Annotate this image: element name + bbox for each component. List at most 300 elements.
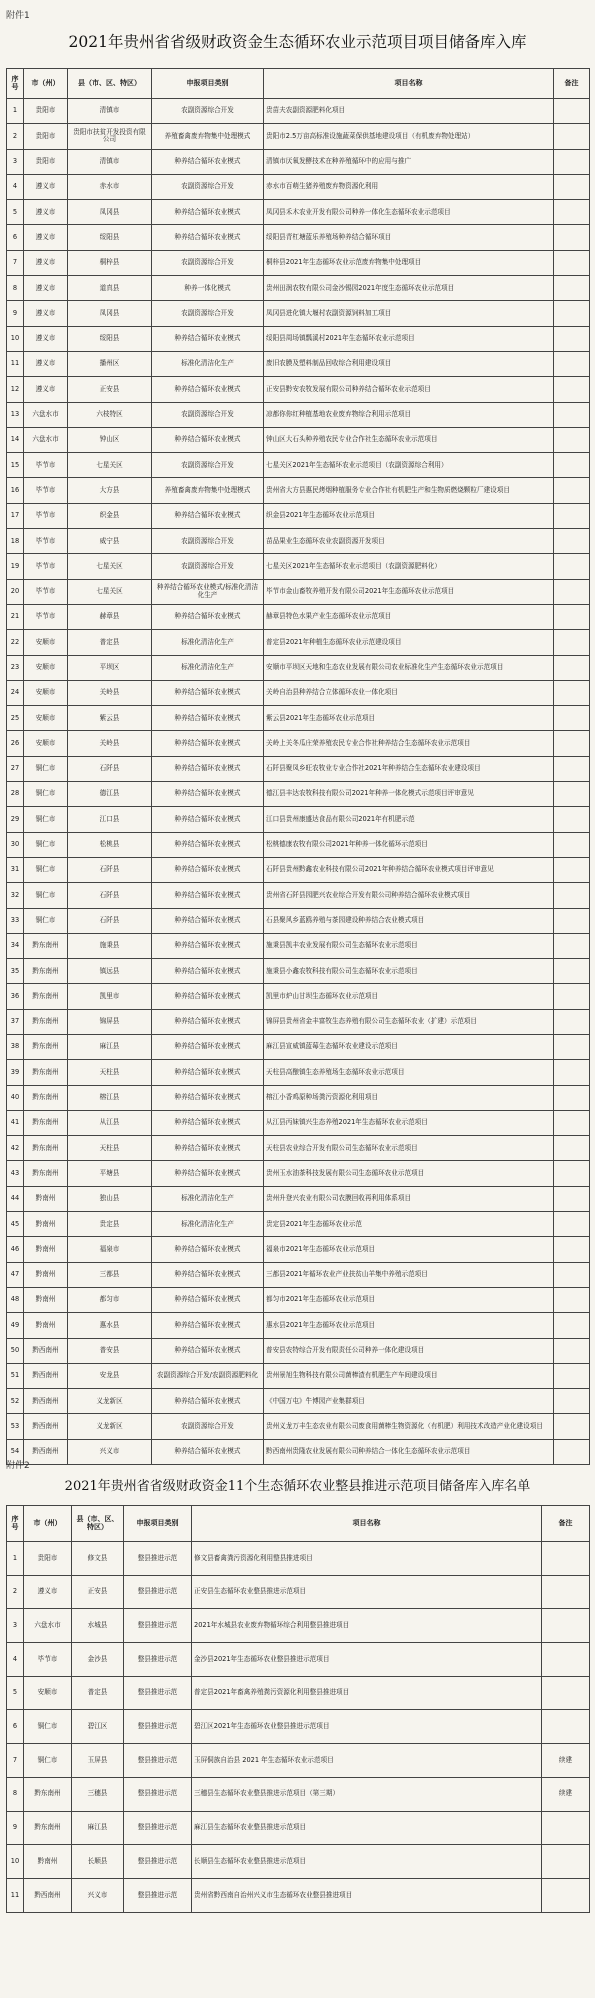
row-project-name: 贵州省黔西南自治州兴义市生态循环农业整县推进项目 <box>192 1878 542 1912</box>
header-city: 市（州） <box>24 69 68 99</box>
row-county: 桐梓县 <box>68 250 152 275</box>
row-county: 锦屏县 <box>68 1009 152 1034</box>
row-index: 10 <box>7 1845 24 1879</box>
row-county: 天柱县 <box>68 1060 152 1085</box>
row-county: 播州区 <box>68 351 152 376</box>
row-remark <box>542 1845 590 1879</box>
row-project-name: 绥阳县周场镇瓢溪村2021年生态循环农业示范项目 <box>264 326 554 351</box>
row-remark <box>554 1262 590 1287</box>
row-remark <box>554 1034 590 1059</box>
row-category: 种养结合循环农业模式/标准化清洁化生产 <box>152 579 264 604</box>
table-row <box>7 630 590 655</box>
row-project-name: 贵州田润农牧有限公司金沙锡园2021年度生态循环农业示范项目 <box>264 276 554 301</box>
row-city: 黔西南州 <box>24 1338 68 1363</box>
row-city: 铜仁市 <box>24 832 68 857</box>
row-city: 毕节市 <box>24 529 68 554</box>
row-city: 毕节市 <box>24 554 68 579</box>
row-county: 惠水县 <box>68 1313 152 1338</box>
table-row <box>7 1439 590 1464</box>
row-county: 石阡县 <box>68 883 152 908</box>
row-index: 51 <box>7 1363 24 1388</box>
row-project-name: 施秉县凯丰农业发展有限公司生态循环农业示范项目 <box>264 933 554 958</box>
table-row <box>7 1811 590 1845</box>
row-county: 贵定县 <box>68 1212 152 1237</box>
row-project-name: 惠水县2021年生态循环农业示范项目 <box>264 1313 554 1338</box>
row-category: 种养结合循环农业模式 <box>152 377 264 402</box>
row-county: 关岭县 <box>68 680 152 705</box>
row-category: 种养结合循环农业模式 <box>152 706 264 731</box>
row-category: 种养结合循环农业模式 <box>152 1136 264 1161</box>
row-project-name: 绥阳县青杠塘蓝乐养殖场种养结合循环项目 <box>264 225 554 250</box>
row-county: 七星关区 <box>68 554 152 579</box>
header-remark: 备注 <box>554 69 590 99</box>
row-index: 17 <box>7 503 24 528</box>
row-city: 黔东南州 <box>24 1110 68 1135</box>
row-remark <box>554 1186 590 1211</box>
row-category: 种养结合循环农业模式 <box>152 1338 264 1363</box>
table-row <box>7 959 590 984</box>
row-city: 黔东南州 <box>24 1060 68 1085</box>
row-county: 天柱县 <box>68 1136 152 1161</box>
row-category: 种养结合循环农业模式 <box>152 1262 264 1287</box>
header-category: 申报项目类别 <box>124 1506 192 1542</box>
row-index: 37 <box>7 1009 24 1034</box>
row-remark <box>554 1212 590 1237</box>
row-county: 大方县 <box>68 478 152 503</box>
row-city: 黔南州 <box>24 1845 72 1879</box>
row-city: 贵阳市 <box>24 99 68 124</box>
row-category: 种养结合循环农业模式 <box>152 832 264 857</box>
row-city: 黔西南州 <box>24 1363 68 1388</box>
row-remark <box>554 883 590 908</box>
row-remark <box>554 1287 590 1312</box>
row-city: 黔东南州 <box>24 1811 72 1845</box>
table-row <box>7 1575 590 1609</box>
header-category: 申报项目类别 <box>152 69 264 99</box>
row-remark <box>542 1542 590 1576</box>
row-category: 种养结合循环农业模式 <box>152 149 264 174</box>
row-category: 种养结合循环农业模式 <box>152 1389 264 1414</box>
table-row <box>7 1363 590 1388</box>
row-index: 41 <box>7 1110 24 1135</box>
row-category: 农副资源综合开发 <box>152 99 264 124</box>
table-row <box>7 453 590 478</box>
row-county: 修文县 <box>72 1542 124 1576</box>
row-remark <box>554 1136 590 1161</box>
row-category: 农副资源综合开发 <box>152 174 264 199</box>
row-remark <box>554 149 590 174</box>
table-row <box>7 326 590 351</box>
header-county: 县（市、区、特区） <box>68 69 152 99</box>
table-row <box>7 731 590 756</box>
row-remark <box>554 959 590 984</box>
row-category: 种养结合循环农业模式 <box>152 1034 264 1059</box>
row-county: 石阡县 <box>68 857 152 882</box>
row-county: 普安县 <box>68 1338 152 1363</box>
row-project-name: 贵州升登兴农业有限公司农膜回收再利用体系项目 <box>264 1186 554 1211</box>
row-project-name: 《中国万屯》牛博园产业集群项目 <box>264 1389 554 1414</box>
table-row <box>7 1287 590 1312</box>
row-city: 黔西南州 <box>24 1439 68 1464</box>
row-city: 黔西南州 <box>24 1414 68 1439</box>
row-remark <box>554 706 590 731</box>
row-city: 遵义市 <box>24 351 68 376</box>
row-category: 种养结合循环农业模式 <box>152 756 264 781</box>
table-row <box>7 1389 590 1414</box>
row-project-name: 钟山区大石头种养殖农民专业合作社生态循环农业示范项目 <box>264 427 554 452</box>
row-category: 整县推进示范 <box>124 1542 192 1576</box>
row-remark <box>554 1009 590 1034</box>
row-county: 赤水市 <box>68 174 152 199</box>
row-remark <box>554 124 590 149</box>
row-index: 44 <box>7 1186 24 1211</box>
row-index: 42 <box>7 1136 24 1161</box>
row-city: 黔南州 <box>24 1212 68 1237</box>
row-city: 贵阳市 <box>24 1542 72 1576</box>
header-project-name: 项目名称 <box>192 1506 542 1542</box>
row-index: 35 <box>7 959 24 984</box>
table-row <box>7 149 590 174</box>
row-index: 25 <box>7 706 24 731</box>
row-city: 毕节市 <box>24 478 68 503</box>
table-row <box>7 377 590 402</box>
row-project-name: 七星关区2021年生态循环农业示范项目（农副资源综合利用） <box>264 453 554 478</box>
row-category: 种养结合循环农业模式 <box>152 933 264 958</box>
row-index: 53 <box>7 1414 24 1439</box>
row-county: 关岭县 <box>68 731 152 756</box>
row-city: 黔东南州 <box>24 1034 68 1059</box>
table-row <box>7 579 590 604</box>
row-city: 黔东南州 <box>24 1136 68 1161</box>
row-project-name: 贵苗夫农副资源肥料化项目 <box>264 99 554 124</box>
row-category: 种养结合循环农业模式 <box>152 1085 264 1110</box>
row-county: 施秉县 <box>68 933 152 958</box>
row-index: 48 <box>7 1287 24 1312</box>
table-row <box>7 478 590 503</box>
header-city: 市（州） <box>24 1506 72 1542</box>
row-county: 镇远县 <box>68 959 152 984</box>
row-remark <box>554 427 590 452</box>
row-index: 2 <box>7 1575 24 1609</box>
row-category: 种养结合循环农业模式 <box>152 807 264 832</box>
row-category: 标准化清洁化生产 <box>152 630 264 655</box>
table-row <box>7 1744 590 1778</box>
row-county: 松桃县 <box>68 832 152 857</box>
row-project-name: 2021年水城县农业废弃物循环综合利用整县推进项目 <box>192 1609 542 1643</box>
row-remark <box>554 225 590 250</box>
row-remark <box>554 1363 590 1388</box>
row-project-name: 碧江区2021年生态循环农业整县推进示范项目 <box>192 1710 542 1744</box>
row-category: 标准化清洁化生产 <box>152 351 264 376</box>
row-project-name: 修文县畜禽粪污资源化利用整县推进项目 <box>192 1542 542 1576</box>
row-remark: 续建 <box>542 1744 590 1778</box>
row-category: 种养一体化模式 <box>152 276 264 301</box>
row-category: 整县推进示范 <box>124 1878 192 1912</box>
row-project-name: 天柱县农业综合开发有限公司生态循环农业示范项目 <box>264 1136 554 1161</box>
row-project-name: 麻江县生态循环农业整县推进示范项目 <box>192 1811 542 1845</box>
table-row <box>7 1262 590 1287</box>
row-project-name: 普定县2021年种植生态循环农业示范建设项目 <box>264 630 554 655</box>
header-county: 县（市、区、特区） <box>72 1506 124 1542</box>
row-index: 4 <box>7 174 24 199</box>
row-index: 9 <box>7 301 24 326</box>
table-row <box>7 1186 590 1211</box>
row-county: 清镇市 <box>68 99 152 124</box>
row-category: 整县推进示范 <box>124 1676 192 1710</box>
row-city: 遵义市 <box>24 326 68 351</box>
row-category: 种养结合循环农业模式 <box>152 326 264 351</box>
row-category: 种养结合循环农业模式 <box>152 1009 264 1034</box>
row-city: 毕节市 <box>24 579 68 604</box>
row-project-name: 清镇市厌氧发酵技术在种养殖循环中的应用与推广 <box>264 149 554 174</box>
row-project-name: 废旧农膜及塑料制品回收综合利用建设项目 <box>264 351 554 376</box>
table-row <box>7 529 590 554</box>
row-county: 金沙县 <box>72 1643 124 1677</box>
row-city: 遵义市 <box>24 276 68 301</box>
row-category: 种养结合循环农业模式 <box>152 1237 264 1262</box>
row-remark <box>554 1313 590 1338</box>
row-project-name: 凉都你你红种植基地农业废弃物综合利用示范项目 <box>264 402 554 427</box>
row-county: 水城县 <box>72 1609 124 1643</box>
row-remark <box>554 604 590 629</box>
row-index: 14 <box>7 427 24 452</box>
row-remark <box>554 630 590 655</box>
row-remark <box>542 1676 590 1710</box>
row-index: 45 <box>7 1212 24 1237</box>
row-city: 铜仁市 <box>24 756 68 781</box>
table-row <box>7 1609 590 1643</box>
table-row <box>7 933 590 958</box>
table-row <box>7 1161 590 1186</box>
row-city: 铜仁市 <box>24 908 68 933</box>
row-project-name: 从江县丙妹镇兴生态养殖2021年生态循环农业示范项目 <box>264 1110 554 1135</box>
attachment-label-1: 附件1 <box>6 11 30 21</box>
row-city: 黔东南州 <box>24 959 68 984</box>
row-city: 安顺市 <box>24 630 68 655</box>
row-city: 六盘水市 <box>24 427 68 452</box>
table-row <box>7 1085 590 1110</box>
row-county: 兴义市 <box>68 1439 152 1464</box>
row-category: 种养结合循环农业模式 <box>152 604 264 629</box>
row-index: 18 <box>7 529 24 554</box>
row-county: 正安县 <box>68 377 152 402</box>
row-category: 种养结合循环农业模式 <box>152 731 264 756</box>
row-project-name: 长顺县生态循环农业整县推进示范项目 <box>192 1845 542 1879</box>
row-county: 七星关区 <box>68 453 152 478</box>
row-category: 整县推进示范 <box>124 1710 192 1744</box>
table-header-row <box>7 1506 590 1542</box>
row-county: 独山县 <box>68 1186 152 1211</box>
row-remark <box>554 554 590 579</box>
row-category: 农副资源综合开发 <box>152 453 264 478</box>
row-index: 29 <box>7 807 24 832</box>
row-city: 黔东南州 <box>24 933 68 958</box>
table-row <box>7 1034 590 1059</box>
table-row <box>7 832 590 857</box>
table-row <box>7 1338 590 1363</box>
row-index: 49 <box>7 1313 24 1338</box>
row-remark <box>554 326 590 351</box>
row-remark <box>554 276 590 301</box>
row-city: 安顺市 <box>24 731 68 756</box>
row-index: 1 <box>7 99 24 124</box>
row-remark <box>554 908 590 933</box>
row-city: 贵阳市 <box>24 149 68 174</box>
row-index: 5 <box>7 200 24 225</box>
page-title-2: 2021年贵州省省级财政资金11个生态循环农业整县推进示范项目储备库入库名单 <box>64 1479 531 1494</box>
row-city: 铜仁市 <box>24 1710 72 1744</box>
row-remark <box>554 453 590 478</box>
row-city: 遵义市 <box>24 200 68 225</box>
row-category: 种养结合循环农业模式 <box>152 1161 264 1186</box>
row-project-name: 石阡县贵州黔鑫农业科技有限公司2021年种养结合循环农业模式项目评审意见 <box>264 857 554 882</box>
row-index: 6 <box>7 1710 24 1744</box>
row-remark <box>554 1389 590 1414</box>
row-county: 三都县 <box>68 1262 152 1287</box>
row-index: 9 <box>7 1811 24 1845</box>
row-category: 养殖畜禽废弃物集中处理模式 <box>152 124 264 149</box>
table-row <box>7 1212 590 1237</box>
row-category: 种养结合循环农业模式 <box>152 200 264 225</box>
table-row <box>7 276 590 301</box>
row-remark <box>554 782 590 807</box>
row-city: 毕节市 <box>24 604 68 629</box>
row-project-name: 凤冈县进化镇大堰村农副资源饲料加工项目 <box>264 301 554 326</box>
row-remark <box>554 503 590 528</box>
row-index: 50 <box>7 1338 24 1363</box>
row-county: 绥阳县 <box>68 326 152 351</box>
row-category: 整县推进示范 <box>124 1811 192 1845</box>
row-index: 10 <box>7 326 24 351</box>
row-index: 19 <box>7 554 24 579</box>
row-index: 31 <box>7 857 24 882</box>
row-index: 5 <box>7 1676 24 1710</box>
row-remark <box>554 1338 590 1363</box>
row-project-name: 黔西南州贵隆农业发展有限公司种养结合一体化生态循环农业示范项目 <box>264 1439 554 1464</box>
row-remark <box>554 731 590 756</box>
row-category: 种养结合循环农业模式 <box>152 1313 264 1338</box>
row-category: 农副资源综合开发/农副资源肥料化 <box>152 1363 264 1388</box>
row-remark <box>542 1643 590 1677</box>
row-remark <box>542 1811 590 1845</box>
row-remark <box>542 1575 590 1609</box>
row-remark <box>542 1878 590 1912</box>
row-index: 27 <box>7 756 24 781</box>
row-city: 遵义市 <box>24 250 68 275</box>
row-county: 玉屏县 <box>72 1744 124 1778</box>
table-row <box>7 1110 590 1135</box>
row-county: 石阡县 <box>68 756 152 781</box>
row-city: 遵义市 <box>24 174 68 199</box>
table-row <box>7 782 590 807</box>
row-city: 铜仁市 <box>24 857 68 882</box>
row-index: 52 <box>7 1389 24 1414</box>
row-city: 黔南州 <box>24 1313 68 1338</box>
row-project-name: 桐梓县2021年生态循环农业示范废弃物集中处理项目 <box>264 250 554 275</box>
row-project-name: 松桃德康农牧有限公司2021年种养一体化循环示范项目 <box>264 832 554 857</box>
row-county: 义龙新区 <box>68 1389 152 1414</box>
row-category: 农副资源综合开发 <box>152 529 264 554</box>
row-city: 黔南州 <box>24 1287 68 1312</box>
row-index: 6 <box>7 225 24 250</box>
row-project-name: 普定县2021年畜禽养殖粪污资源化利用整县推进项目 <box>192 1676 542 1710</box>
table-row <box>7 1542 590 1576</box>
row-project-name: 毕节市金山畜牧养殖开发有限公司2021年生态循环农业示范项目 <box>264 579 554 604</box>
row-project-name: 天柱县高酿镇生态养殖场生态循环农业示范项目 <box>264 1060 554 1085</box>
table-row <box>7 351 590 376</box>
table-row <box>7 503 590 528</box>
row-county: 绥阳县 <box>68 225 152 250</box>
row-remark <box>554 250 590 275</box>
row-city: 遵义市 <box>24 225 68 250</box>
row-project-name: 锦屏县贵州省金丰富牧生态养殖有限公司生态循环农业（扩建）示范项目 <box>264 1009 554 1034</box>
row-county: 清镇市 <box>68 149 152 174</box>
row-city: 黔东南州 <box>24 1777 72 1811</box>
row-project-name: 正安县黔安农牧发展有限公司种养结合循环农业示范项目 <box>264 377 554 402</box>
row-project-name: 都匀市2021年生态循环农业示范项目 <box>264 1287 554 1312</box>
row-city: 铜仁市 <box>24 883 68 908</box>
row-county: 赫章县 <box>68 604 152 629</box>
table-row <box>7 124 590 149</box>
row-county: 六枝特区 <box>68 402 152 427</box>
table-row <box>7 402 590 427</box>
row-index: 16 <box>7 478 24 503</box>
row-remark <box>554 933 590 958</box>
row-index: 30 <box>7 832 24 857</box>
row-category: 整县推进示范 <box>124 1744 192 1778</box>
row-county: 都匀市 <box>68 1287 152 1312</box>
table-row <box>7 1237 590 1262</box>
row-category: 种养结合循环农业模式 <box>152 680 264 705</box>
row-category: 种养结合循环农业模式 <box>152 857 264 882</box>
row-county: 义龙新区 <box>68 1414 152 1439</box>
table-header-row <box>7 69 590 99</box>
header-remark: 备注 <box>542 1506 590 1542</box>
header-project-name: 项目名称 <box>264 69 554 99</box>
row-remark <box>554 174 590 199</box>
row-project-name: 江口县贵州康盛达食品有限公司2021年有机肥示范 <box>264 807 554 832</box>
row-index: 13 <box>7 402 24 427</box>
row-remark <box>554 984 590 1009</box>
row-county: 道真县 <box>68 276 152 301</box>
row-project-name: 贵州省大方县惠民烤烟种植服务专业合作社有机肥生产和生物质燃烧颗粒厂建设项目 <box>264 478 554 503</box>
row-county: 江口县 <box>68 807 152 832</box>
row-category: 种养结合循环农业模式 <box>152 959 264 984</box>
row-remark <box>542 1710 590 1744</box>
row-city: 安顺市 <box>24 655 68 680</box>
header-index: 序号 <box>7 69 24 99</box>
row-county: 凯里市 <box>68 984 152 1009</box>
row-category: 种养结合循环农业模式 <box>152 1287 264 1312</box>
row-index: 23 <box>7 655 24 680</box>
row-remark <box>554 301 590 326</box>
row-county: 钟山区 <box>68 427 152 452</box>
row-category: 种养结合循环农业模式 <box>152 225 264 250</box>
row-county: 碧江区 <box>72 1710 124 1744</box>
table-row <box>7 807 590 832</box>
row-index: 1 <box>7 1542 24 1576</box>
row-project-name: 贵州景旭生物科技有限公司菌棒渣有机肥生产车间建设项目 <box>264 1363 554 1388</box>
row-index: 54 <box>7 1439 24 1464</box>
row-project-name: 贵州省石阡县园肥兴农业综合开发有限公司种养结合循环农业模式项目 <box>264 883 554 908</box>
row-remark <box>554 1060 590 1085</box>
table-row <box>7 200 590 225</box>
row-remark <box>554 529 590 554</box>
row-project-name: 榕江小香鸡原种场粪污资源化利用项目 <box>264 1085 554 1110</box>
row-index: 8 <box>7 276 24 301</box>
row-county: 凤冈县 <box>68 301 152 326</box>
table-row <box>7 1710 590 1744</box>
